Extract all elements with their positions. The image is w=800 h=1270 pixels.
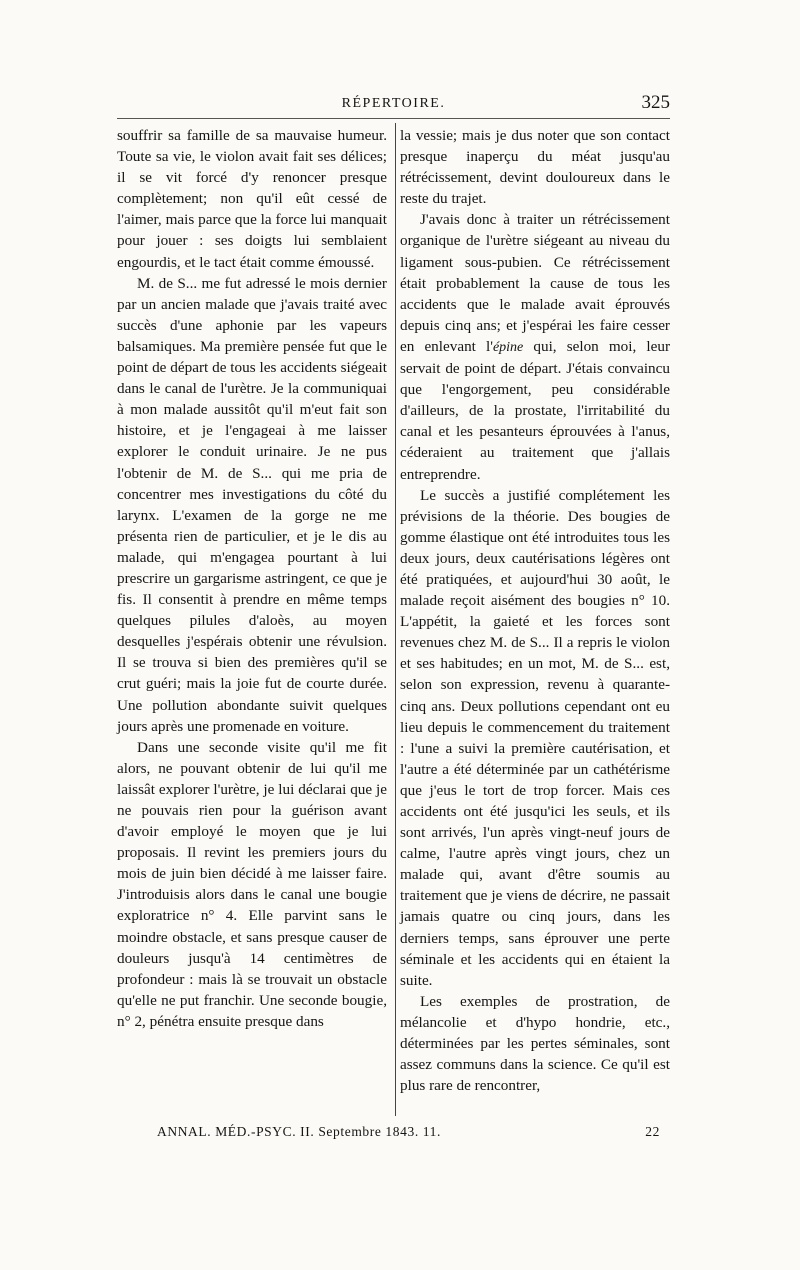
paragraph: Le succès a justifié complétement les prévisions de la théorie. Des bougies de gomme élastique ont été introduites tous les deux jours, deux cautérisations légères ont été pratiquées, et aujourd'hui 30 août, le malade reçoit aisément des bougies n° 10. L'appétit, la gaieté et les forces sont revenues chez M. de S... Il a repris le violon et ses habitudes; en un mot, M. de S... est, selon son expression, revenu à quarante-cinq ans. Deux pollutions cependant ont eu lieu depuis le commencement du traitement : l'une a suivi la première cautérisation, et l'autre a été déterminée par un cathétérisme que j'eus le tort de trop forcer. Mais ces accidents ont été jusqu'ici les seuls, et ils sont arrivés, l'un après vingt-neuf jours de calme, l'autre après vingt jours, chez un malade qui, avant d'être soumis au traitement que je viens de décrire, ne passait jamais quatre ou cinq jours, dans les derniers temps, sans éprouver une perte séminale et les accidents qui en étaient la suite. <box>400 486 670 989</box>
right-column <box>400 125 670 1096</box>
running-header <box>117 92 670 116</box>
column-divider <box>395 123 396 1116</box>
italic-word: épine <box>492 339 524 355</box>
signature-footer <box>117 1124 670 1144</box>
running-title: RÉPERTOIRE. <box>341 96 446 111</box>
paragraph: J'avais donc à traiter un rétrécissement organique de l'urètre siégeant au niveau du ligament sous-pubien. Ce rétrécissement était probablement la cause de tous les accidents que le malade avait éprouvés depuis cinq ans; et j'espérai les faire cesser en enlevant l'épine qui, selon moi, leur servait de point de départ. J'étais convaincu que l'engorgement, peu considérable d'ailleurs, de la prostate, l'irritabilité du canal et les pesanteurs éprouvées à l'anus, céderaient au traitement que j'allais entreprendre. <box>400 211 670 483</box>
paragraph: souffrir sa famille de sa mauvaise humeur. Toute sa vie, le violon avait fait ses délices; il se vit forcé d'y renoncer presque complètement; non qu'il eût cessé de l'aimer, mais parce que la force lui manquait pour jouer : ses doigts lui semblaient engourdis, et le tact était comme émoussé. <box>117 127 387 271</box>
paragraph: la vessie; mais je dus noter que son contact presque inaperçu du méat jusqu'au rétrécissement, devint douloureux dans le reste du trajet. <box>400 127 670 208</box>
paragraph: Dans une seconde visite qu'il me fit alors, ne pouvant obtenir de lui qu'il me laissât explorer l'urètre, je lui déclarai que je ne pouvais rien pour la guérison avant d'avoir employé le moyen que je lui proposais. Il revint les premiers jours du mois de juin bien décidé à me laisser faire. J'introduisis alors dans le canal une bougie exploratrice n° 4. Elle parvint sans le moindre obstacle, et sans presque causer de douleurs jusqu'à 14 centimètres de profondeur : mais là se trouvait un obstacle qu'elle ne put franchir. Une seconde bougie, n° 2, pénétra ensuite presque dans <box>117 738 387 1030</box>
signature-number: 22 <box>645 1124 660 1139</box>
header-rule <box>117 118 670 119</box>
page-number: 325 <box>641 92 670 113</box>
left-column <box>117 125 387 1032</box>
signature-line: ANNAL. MÉD.-PSYC. II. Septembre 1843. 11. <box>157 1124 441 1139</box>
paragraph: M. de S... me fut adressé le mois dernier par un ancien malade que j'avais traité avec succès d'une aphonie par les vapeurs balsamiques. Ma première pensée fut que le point de départ de tous les accidents siégeait dans le canal de l'urètre. Je la communiquai à mon malade aussitôt qu'il m'eut fait son histoire, et je l'engageai à me laisser explorer le conduit urinaire. Je ne pus l'obtenir de M. de S... qui me pria de concentrer mes investigations du côté du larynx. L'examen de la gorge ne me présenta rien de particulier, et je le dis au malade, qui m'engagea pourtant à lui prescrire un gargarisme astringent, ce que je fis. Il consentit à prendre en même temps quelques pilules d'aloès, au moyen desquelles j'espérais obtenir une révulsion. Il se trouva si bien des premières qu'il se crut guéri; mais la joie fut de courte durée. Une pollution abondante suivit quelques jours après une promenade en voiture. <box>117 274 387 735</box>
paragraph: Les exemples de prostration, de mélancolie et d'hypo hondrie, etc., déterminées par les pertes séminales, sont assez communs dans la science. Ce qu'il est plus rare de rencontrer, <box>400 992 670 1095</box>
